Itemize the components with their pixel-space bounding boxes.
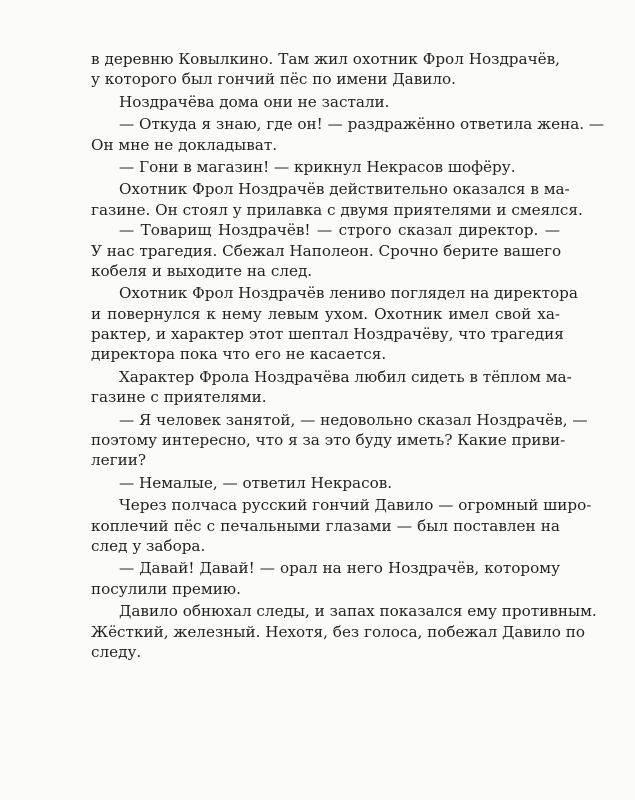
paragraph bbox=[91, 220, 560, 281]
text-line: поэтому интересно, что я за это буду иметь? Какие приви- bbox=[91, 431, 566, 450]
text-line: след у забора. bbox=[91, 536, 206, 555]
text-line: Давило обнюхал следы, и запах показался ему противным. bbox=[119, 602, 597, 621]
text-line: Жёсткий, железный. Нехотя, без голоса, побежал Давило по bbox=[91, 622, 586, 641]
text-line: и повернулся к нему левым ухом. Охотник имел свой ха- bbox=[91, 304, 560, 323]
text-line: в деревню Ковылкино. Там жил охотник Фрол Ноздрачёв, bbox=[91, 50, 560, 68]
paragraph bbox=[91, 157, 560, 177]
text-line: Охотник Фрол Ноздрачёв действительно оказался в ма- bbox=[119, 180, 570, 199]
text-line: рактер, и характер этот шептал Ноздрачёву, что трагедия bbox=[91, 325, 564, 344]
text-line: — Гони в магазин! — крикнул Некрасов шофёру. bbox=[119, 157, 516, 176]
text-line: — Откуда я знаю, где он! — раздражённо ответила жена. — bbox=[119, 115, 605, 134]
text-line: Охотник Фрол Ноздрачёв лениво поглядел на директора bbox=[119, 284, 578, 303]
paragraph bbox=[91, 601, 597, 662]
paragraph bbox=[91, 179, 583, 220]
text-line: — Немалые, — ответил Некрасов. bbox=[119, 473, 393, 492]
text-line: — Я человек занятой, — недовольно сказал Ноздрачёв, — bbox=[119, 410, 588, 429]
paragraph bbox=[91, 495, 592, 556]
text-line: следу. bbox=[91, 642, 142, 661]
text-line: посулили премию. bbox=[91, 579, 241, 598]
text-line: Ноздрачёва дома они не застали. bbox=[119, 92, 390, 111]
text-line: кобеля и выходите на след. bbox=[91, 261, 313, 280]
text-line: — Товарищ Ноздрачёв! — строго сказал директор. — bbox=[119, 221, 560, 240]
paragraph bbox=[91, 558, 560, 599]
paragraph bbox=[91, 410, 588, 471]
text-line: директора пока что его не касается. bbox=[91, 345, 387, 364]
page-text bbox=[91, 49, 605, 662]
text-line: Через полчаса русский гончий Давило — огромный широ- bbox=[119, 496, 592, 515]
paragraph bbox=[91, 283, 578, 365]
paragraph bbox=[91, 92, 560, 112]
paragraph bbox=[91, 114, 605, 155]
text-line: легии? bbox=[91, 451, 146, 470]
text-line: У нас трагедия. Сбежал Наполеон. Срочно берите вашего bbox=[91, 241, 562, 260]
text-line: Характер Фрола Ноздрачёва любил сидеть в тёплом ма- bbox=[119, 367, 572, 386]
text-line: Он мне не докладыват. bbox=[91, 135, 278, 154]
paragraph bbox=[91, 367, 572, 408]
paragraph bbox=[91, 473, 560, 493]
text-line: у которого был гончий пёс по имени Давило. bbox=[91, 70, 457, 89]
text-line: — Давай! Давай! — орал на него Ноздрачёв, которому bbox=[119, 559, 560, 578]
text-line: газине. Он стоял у прилавка с двумя приятелями и смеялся. bbox=[91, 200, 583, 219]
text-line: коплечий пёс с печальными глазами — был поставлен на bbox=[91, 516, 560, 535]
text-line: газине с приятелями. bbox=[91, 388, 267, 407]
paragraph bbox=[91, 49, 560, 90]
